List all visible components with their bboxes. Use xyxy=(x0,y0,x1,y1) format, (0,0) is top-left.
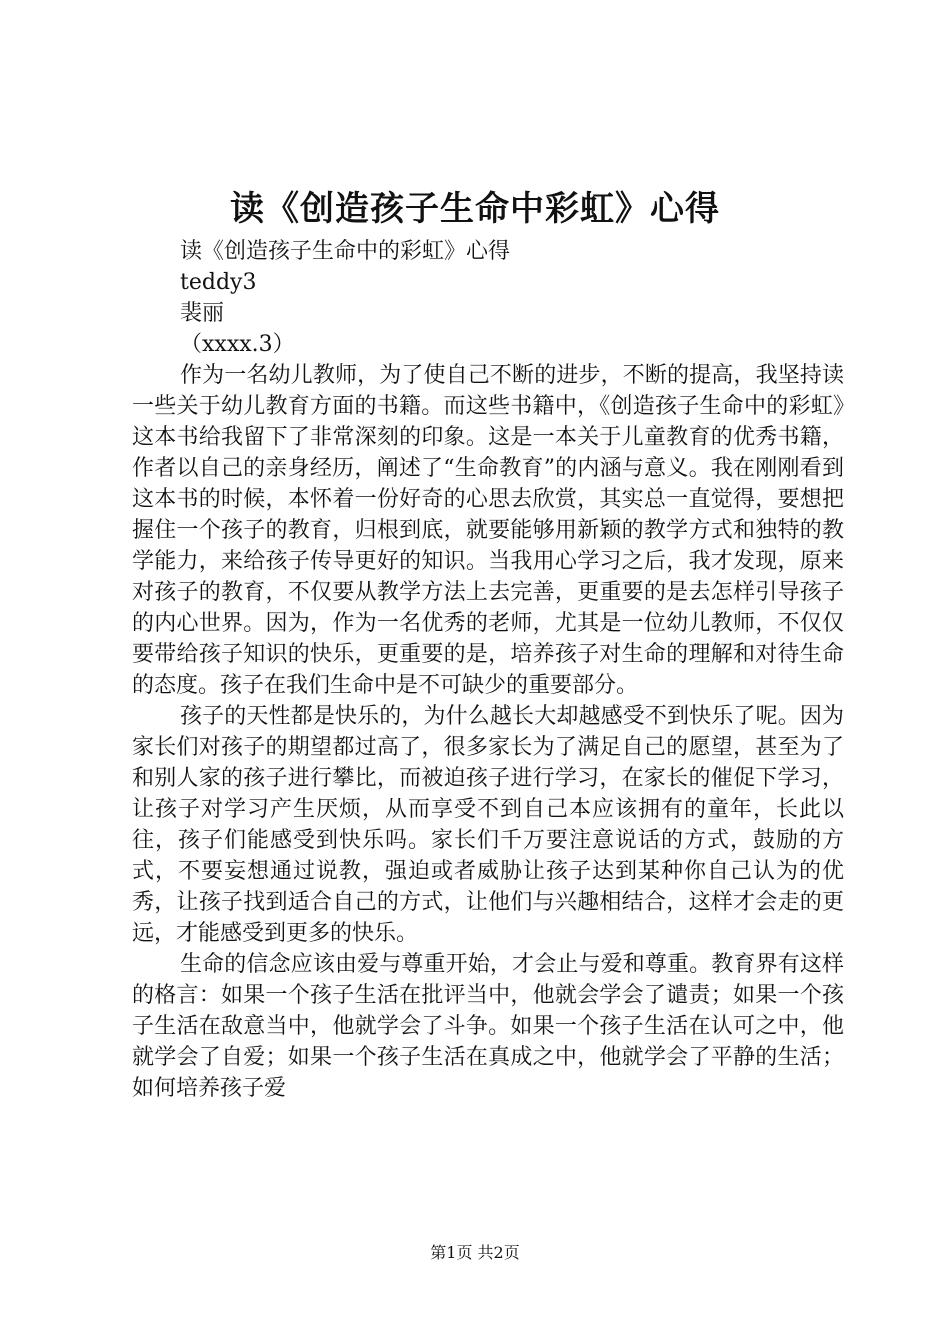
document-date: （xxxx.3） xyxy=(180,332,295,357)
page-title: 读《创造孩子生命中彩虹》心得 xyxy=(230,189,720,229)
paragraph: 孩子的天性都是快乐的，为什么越长大却越感受不到快乐了呢。因为家长们对孩子的期望都过高了，很多家长为了满足自己的愿望，甚至为了和别人家的孩子进行攀比，而被迫孩子进行学习，在家长的催促下学习，让孩子对学习产生厌烦，从而享受不到自己本应该拥有的童年，长此以往，孩子们能感受到快乐吗。家长们千万要注意说话的方式，鼓励的方式，不要妄想通过说教，强迫或者威胁让孩子达到某种你自己认为的优秀，让孩子找到适合自己的方式，让他们与兴趣相结合，这样才会走的更远，才能感受到更多的快乐。 xyxy=(132,704,844,946)
page-footer: 第1页 共2页 xyxy=(430,1243,520,1262)
document-meta xyxy=(180,236,510,360)
author-name: 裴丽 xyxy=(180,301,225,326)
paragraph: 生命的信念应该由爱与尊重开始，才会止与爱和尊重。教育界有这样的格言：如果一个孩子生活在批评当中，他就会学会了谴责；如果一个孩子生活在敌意当中，他就学会了斗争。如果一个孩子生活在认可之中，他就学会了自爱；如果一个孩子生活在真成之中，他就学会了平静的生活；如何培养孩子爱 xyxy=(132,952,844,1101)
paragraph: 作为一名幼儿教师，为了使自己不断的进步，不断的提高，我坚持读一些关于幼儿教育方面的书籍。而这些书籍中，《创造孩子生命中的彩虹》这本书给我留下了非常深刻的印象。这是一本关于儿童教育的优秀书籍，作者以自己的亲身经历，阐述了“生命教育”的内涵与意义。我在刚刚看到这本书的时候，本怀着一份好奇的心思去欣赏，其实总一直觉得，要想把握住一个孩子的教育，归根到底，就要能够用新颖的教学方式和独特的教学能力，来给孩子传导更好的知识。当我用心学习之后，我才发现，原来对孩子的教育，不仅要从教学方法上去完善，更重要的是去怎样引导孩子的内心世界。因为，作为一名优秀的老师，尤其是一位幼儿教师，不仅仅要带给孩子知识的快乐，更重要的是，培养孩子对生命的理解和对待生命的态度。孩子在我们生命中是不可缺少的重要部分。 xyxy=(132,363,844,698)
body-text xyxy=(132,360,844,1104)
author-handle: teddy3 xyxy=(180,270,257,295)
subtitle-line: 读《创造孩子生命中的彩虹》心得 xyxy=(180,239,511,264)
